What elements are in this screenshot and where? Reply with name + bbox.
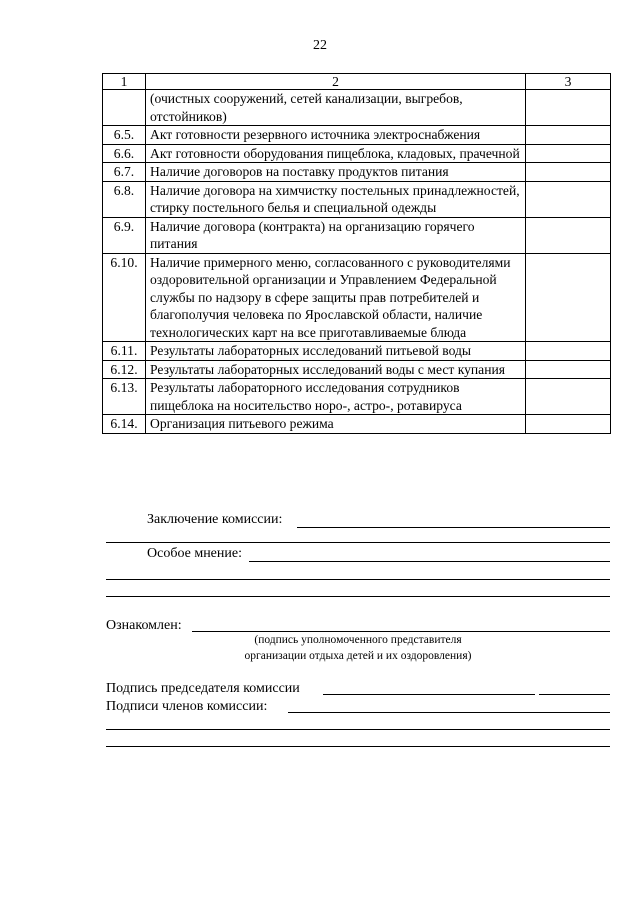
row-value-cell[interactable] <box>526 90 611 126</box>
row-number: 6.13. <box>103 379 146 415</box>
row-value-cell[interactable] <box>526 126 611 145</box>
table-row <box>103 90 611 126</box>
row-text: Наличие договора (контракта) на организацию горячего питания <box>146 217 526 253</box>
row-value-cell[interactable] <box>526 342 611 361</box>
members-signature-field[interactable] <box>288 712 610 713</box>
row-value-cell[interactable] <box>526 163 611 182</box>
column-header: 2 <box>146 74 526 90</box>
row-text: Акт готовности резервного источника электроснабжения <box>146 126 526 145</box>
row-text: Результаты лабораторных исследований питьевой воды <box>146 342 526 361</box>
checklist-table <box>102 73 611 434</box>
special-opinion-field-line[interactable] <box>106 596 610 597</box>
row-value-cell[interactable] <box>526 360 611 379</box>
row-value-cell[interactable] <box>526 415 611 434</box>
row-number: 6.12. <box>103 360 146 379</box>
row-number <box>103 90 146 126</box>
row-number: 6.5. <box>103 126 146 145</box>
acquainted-label: Ознакомлен: <box>106 618 182 633</box>
acquainted-signature-field[interactable] <box>192 631 610 632</box>
row-text: Результаты лабораторных исследований воды с мест купания <box>146 360 526 379</box>
row-text: Наличие договоров на поставку продуктов питания <box>146 163 526 182</box>
table-row <box>103 360 611 379</box>
row-text: Результаты лабораторного исследования сотрудников пищеблока на носительство норо-, астро-, ротавируса <box>146 379 526 415</box>
row-number: 6.7. <box>103 163 146 182</box>
column-header: 3 <box>526 74 611 90</box>
conclusion-label: Заключение комиссии: <box>147 512 283 527</box>
row-value-cell[interactable] <box>526 253 611 342</box>
table-row <box>103 181 611 217</box>
acquainted-note-line1: (подпись уполномоченного представителя <box>254 634 462 646</box>
members-signature-field-line[interactable] <box>106 746 610 747</box>
row-number: 6.6. <box>103 144 146 163</box>
table-row <box>103 163 611 182</box>
table-row <box>103 126 611 145</box>
row-number: 6.14. <box>103 415 146 434</box>
row-value-cell[interactable] <box>526 379 611 415</box>
chairman-signature-label: Подпись председателя комиссии <box>106 681 300 696</box>
table-row <box>103 253 611 342</box>
members-signature-field-line[interactable] <box>106 729 610 730</box>
chairman-signature-field[interactable] <box>323 694 535 695</box>
table-row <box>103 342 611 361</box>
row-text: Организация питьевого режима <box>146 415 526 434</box>
row-text: Акт готовности оборудования пищеблока, кладовых, прачечной <box>146 144 526 163</box>
special-opinion-field[interactable] <box>249 561 610 562</box>
row-number: 6.10. <box>103 253 146 342</box>
table-row <box>103 144 611 163</box>
column-header: 1 <box>103 74 146 90</box>
page-number: 22 <box>313 38 327 53</box>
chairman-name-field[interactable] <box>539 694 610 695</box>
special-opinion-label: Особое мнение: <box>147 546 242 561</box>
table-row <box>103 415 611 434</box>
special-opinion-field-line[interactable] <box>106 579 610 580</box>
row-number: 6.8. <box>103 181 146 217</box>
row-number: 6.9. <box>103 217 146 253</box>
table-header-row <box>103 74 611 90</box>
row-value-cell[interactable] <box>526 217 611 253</box>
row-text: (очистных сооружений, сетей канализации, выгребов, отстойников) <box>146 90 526 126</box>
conclusion-field-line[interactable] <box>106 542 610 543</box>
members-signature-label: Подписи членов комиссии: <box>106 699 268 714</box>
row-number: 6.11. <box>103 342 146 361</box>
row-value-cell[interactable] <box>526 144 611 163</box>
row-value-cell[interactable] <box>526 181 611 217</box>
acquainted-note-line2: организации отдыха детей и их оздоровления) <box>244 650 472 662</box>
row-text: Наличие примерного меню, согласованного с руководителями оздоровительной организации и Управлением Федеральной службы по надзору в сфере защиты прав потребителей и благополучия человека по Ярославской области, наличие технологических карт на все приготавливаемые блюда <box>146 253 526 342</box>
table-row <box>103 217 611 253</box>
table-row <box>103 379 611 415</box>
conclusion-field[interactable] <box>297 527 610 528</box>
row-text: Наличие договора на химчистку постельных принадлежностей, стирку постельного белья и специальной одежды <box>146 181 526 217</box>
